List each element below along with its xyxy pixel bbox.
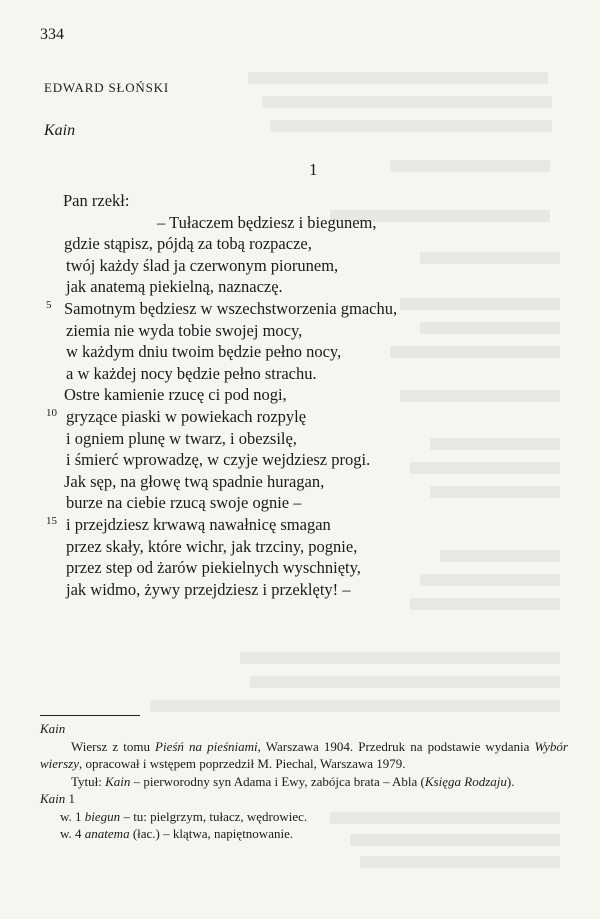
poem-body xyxy=(40,190,560,600)
poem-line xyxy=(40,212,560,234)
poem-title: Kain xyxy=(44,122,76,139)
poem-line-text: gdzie stąpisz, pójdą za tobą rozpacze, xyxy=(64,234,312,254)
line-number: 10 xyxy=(46,406,57,419)
note-verse-1: w. 1 biegun – tu: pielgrzym, tułacz, wędrowiec. xyxy=(60,808,308,824)
poem-line-text: a w każdej nocy będzie pełno strachu. xyxy=(66,363,317,383)
poem-line-text: i ogniem plunę w twarz, i obezsilę, xyxy=(66,428,297,448)
poem-line xyxy=(40,471,560,493)
poem-line-text: przez skały, które wichr, jak trzciny, pognie, xyxy=(66,536,358,556)
poem-line xyxy=(40,492,560,514)
poem-line-text: – Tułaczem będziesz i biegunem, xyxy=(157,212,377,232)
poem-line-text: przez step od żarów piekielnych wyschnięty, xyxy=(66,558,361,578)
poem-line-text: w każdym dniu twoim będzie pełno nocy, xyxy=(66,342,342,362)
note-verse-4: w. 4 anatema (łac.) – klątwa, napiętnowanie. xyxy=(60,826,294,841)
poem-line-text: Jak sęp, na głowę twą spadnie huragan, xyxy=(64,471,325,491)
poem-line xyxy=(40,190,560,212)
poem-line xyxy=(40,536,560,558)
poem-line-text: i przejdziesz krwawą nawałnicę smagan xyxy=(66,514,331,534)
line-number: 15 xyxy=(46,514,57,527)
poem-line xyxy=(40,255,560,277)
poem-line-text: Ostre kamienie rzucę ci pod nogi, xyxy=(64,385,287,405)
poem-line xyxy=(40,276,560,298)
poem-line-text: jak widmo, żywy przejdziesz i przeklęty! – xyxy=(66,579,351,599)
page-number: 334 xyxy=(40,26,64,43)
footnote-divider xyxy=(40,715,140,716)
poem-line xyxy=(40,428,560,450)
poem-line xyxy=(40,298,560,320)
poem-line xyxy=(40,579,560,601)
poem-line xyxy=(40,233,560,255)
note-source: Wiersz z tomu Pieśń na pieśniami, Warszawa 1904. Przedruk na podstawie wydania Wybór wierszy, opracował i wstępem poprzedził M. Piechal, Warszawa 1979. xyxy=(40,738,568,771)
poem-line-text: twój każdy ślad ja czerwonym piorunem, xyxy=(66,255,339,275)
poem-line xyxy=(40,320,560,342)
poem-line-text: ziemia nie wyda tobie swojej mocy, xyxy=(66,320,303,340)
poem-line-text: burze na ciebie rzucą swoje ognie – xyxy=(66,493,302,513)
poem-line xyxy=(40,363,560,385)
poem-line xyxy=(40,341,560,363)
poem-line xyxy=(40,557,560,579)
poem-line xyxy=(40,384,560,406)
note-heading: Kain xyxy=(40,721,66,736)
poem-line xyxy=(40,514,560,536)
poem-line xyxy=(40,406,560,428)
poem-line-text: i śmierć wprowadzę, w czyje wejdziesz progi. xyxy=(66,450,371,470)
note-title: Tytuł: Kain – pierworodny syn Adama i Ewy, zabójca brata – Abla (Księga Rodzaju). xyxy=(71,773,515,789)
poem-line-text: Pan rzekł: xyxy=(63,191,130,210)
poem-line-text: Samotnym będziesz w wszechstworzenia gmachu, xyxy=(64,298,398,318)
poem-line-text: jak anatemą piekielną, naznaczę. xyxy=(66,277,283,297)
poem-line-text: gryzące piaski w powiekach rozpylę xyxy=(66,406,307,426)
poem-line xyxy=(40,449,560,471)
author-name: EDWARD SŁOŃSKI xyxy=(44,80,169,95)
section-number: 1 xyxy=(309,160,318,179)
line-number: 5 xyxy=(46,298,52,311)
footnotes xyxy=(40,720,568,843)
note-section-label: Kain 1 xyxy=(40,791,76,806)
